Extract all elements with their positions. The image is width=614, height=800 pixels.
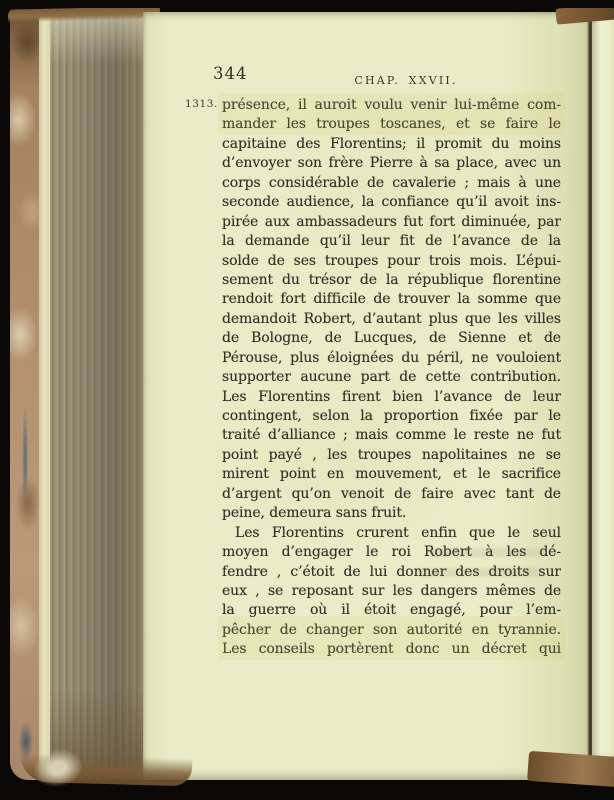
text-line: demandoit Robert, d’autant plus que les villes [222, 310, 561, 327]
text-line: traité d’alliance ; mais comme le reste ne fut [222, 427, 561, 444]
text-line: pirée aux ambassadeurs fut fort diminuée, par [222, 213, 561, 230]
text-line: corps considérable de cavalerie ; mais à une [222, 174, 561, 191]
text-line: d’envoyer son frère Pierre à sa place, avec un [222, 155, 561, 172]
text-block [184, 96, 561, 660]
text-line: présence, il auroit voulu venir lui-même com- [222, 97, 561, 113]
text-line: supporter aucune part de cette contribution. [222, 369, 561, 386]
text-line: capitaine des Florentins; il promit du moins [222, 135, 561, 152]
fore-edge-pages [50, 12, 143, 780]
margin-note-year: 1313. [184, 98, 218, 110]
text-line: pêcher de changer son autorité en tyrannie. [222, 621, 561, 638]
text-line: Les Florentins crurent enfin que le seul [235, 524, 561, 541]
text-line: rendoit fort difficile de trouver la somme que [222, 291, 561, 308]
facing-page-edge [592, 13, 614, 762]
text-line: de Bologne, de Lucques, de Sienne et de [222, 330, 561, 347]
text-line: Les conseils portèrent donc un décret qui [222, 641, 561, 658]
text-line: eux , se reposant sur les dangers mêmes de [222, 582, 561, 599]
page-number: 344 [213, 64, 248, 83]
text-line: mirent point en mouvement, et le sacrifice [222, 466, 561, 483]
book-page [143, 12, 589, 780]
marbled-cover-edge [10, 12, 39, 780]
text-line: contingent, selon la proportion fixée par le [222, 408, 561, 424]
cover-corner-bottom [527, 751, 614, 787]
text-line: la guerre où il étoit engagé, pour l’em- [222, 602, 561, 619]
text-line: d’argent qu’on venoit de faire avec tant de [222, 485, 561, 502]
text-line: mander les troupes toscanes, et se faire le [222, 116, 561, 133]
text-line: moyen d’engager le roi Robert à les dé- [222, 544, 561, 561]
text-line: fendre , c’étoit de lui donner des droits sur [222, 563, 561, 580]
text-line: Les Florentins firent bien l’avance de leur [222, 388, 561, 405]
open-book [8, 8, 614, 788]
text-line: Pérouse, plus éloignées du péril, ne vouloient [222, 349, 561, 366]
text-line: point payé , les troupes napolitaines ne se [222, 446, 561, 463]
text-line: solde de ses troupes pour trois mois. L’épui- [222, 252, 561, 269]
endpaper-edge [39, 12, 50, 780]
running-header: CHAP. XXVII. [354, 74, 458, 87]
text-line: seconde audience, la confiance qu’il avoit ins- [222, 194, 561, 211]
text-line: la demande qu’il leur fit de l’avance de la [222, 233, 561, 250]
text-line: peine, demeura sans fruit. [222, 505, 407, 522]
text-line: sement du trésor de la république florentine [222, 271, 561, 288]
